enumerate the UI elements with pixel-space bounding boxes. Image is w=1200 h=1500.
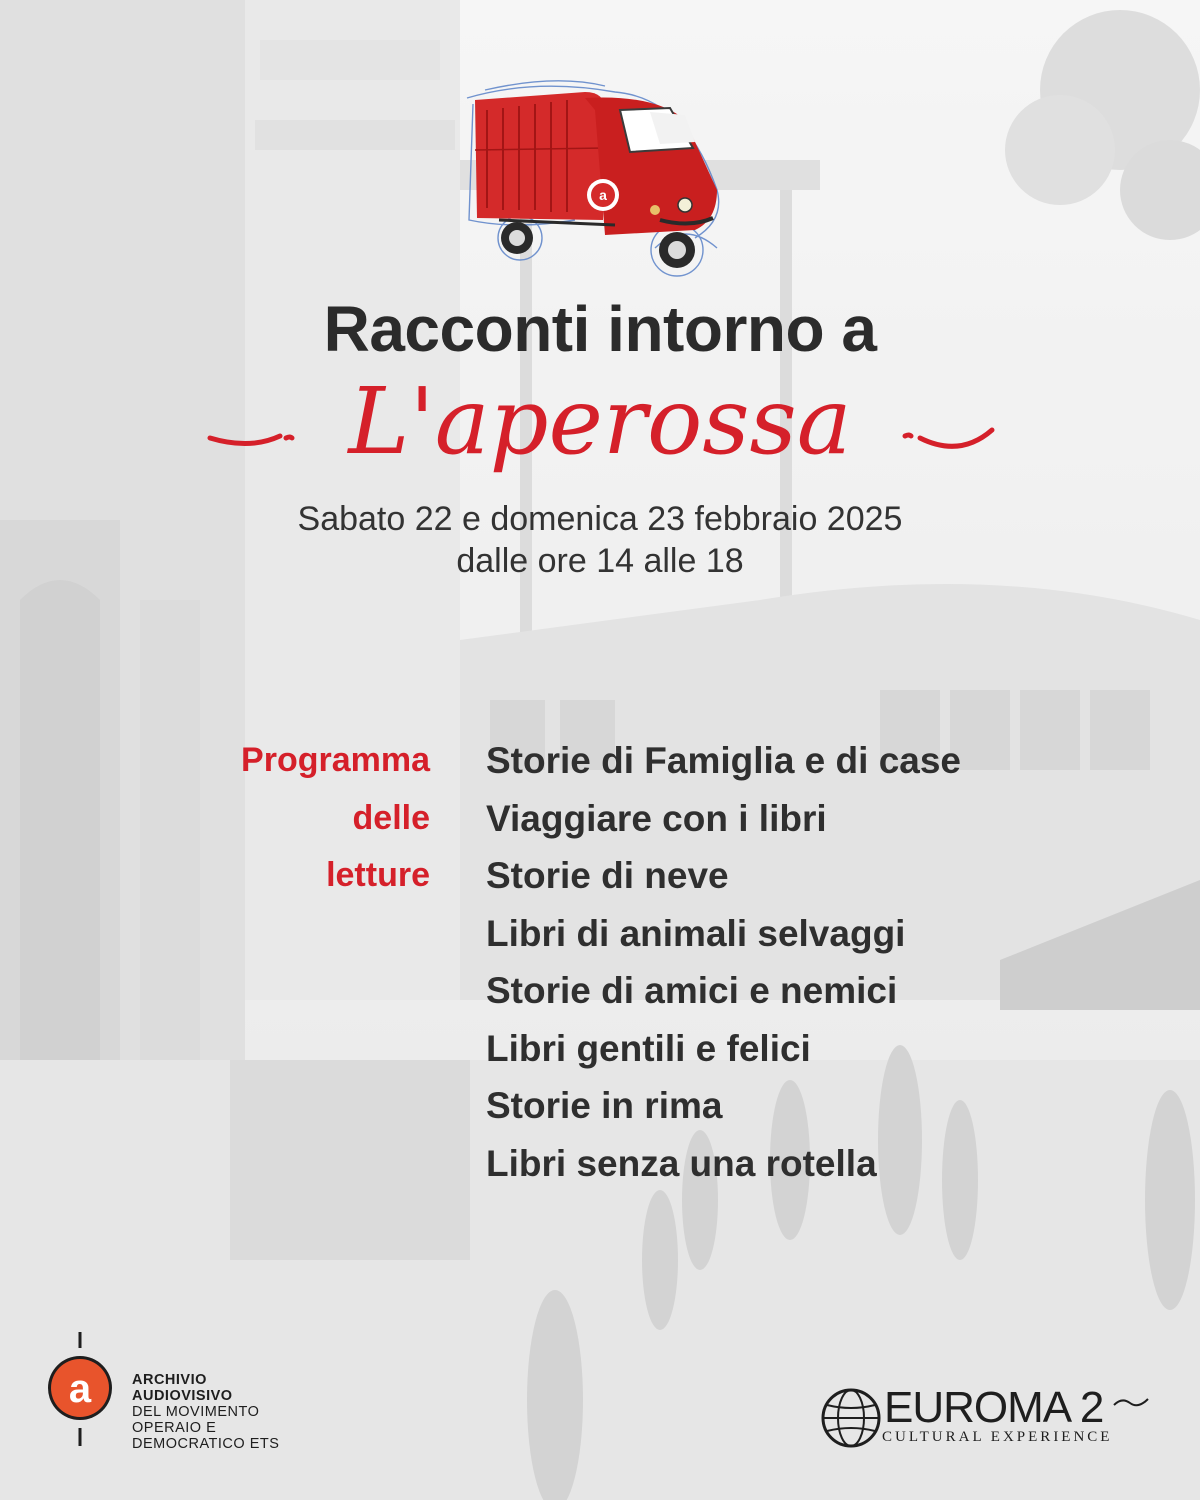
euroma2-name: EUROMA 2 (884, 1383, 1104, 1432)
archivio-logo (40, 1330, 340, 1450)
event-date-days: Sabato 22 e domenica 23 febbraio 2025 (297, 500, 903, 538)
program-item: Viaggiare con i libri (486, 797, 827, 839)
program-item: Libri gentili e felici (486, 1027, 811, 1069)
org-line: DEMOCRATICO ETS (132, 1436, 280, 1452)
program-item: Libri di animali selvaggi (486, 912, 906, 954)
ape-van-illustration (455, 70, 735, 285)
program-label-line: Programma (241, 741, 430, 779)
brand-script-title (0, 378, 1200, 488)
program-item: Storie in rima (486, 1085, 723, 1126)
svg-text:a: a (599, 187, 607, 203)
program-item: Storie di Famiglia e di case (486, 740, 962, 781)
org-line: OPERAIO E (132, 1420, 217, 1436)
program-label (150, 732, 430, 905)
org-line: DEL MOVIMENTO (132, 1404, 260, 1420)
program-item: Storie di amici e nemici (486, 970, 898, 1011)
brand-script-text: L'aperossa (348, 378, 852, 475)
program-list (486, 732, 961, 1192)
archivio-a-logo-icon (40, 1330, 130, 1450)
event-date-hours: dalle ore 14 alle 18 (456, 542, 744, 580)
poster-title: Racconti intorno a (323, 293, 877, 365)
event-date (0, 498, 1200, 582)
program-item: Storie di neve (486, 855, 729, 896)
org-line: AUDIOVISIVO (132, 1388, 233, 1404)
org-line: ARCHIVIO (132, 1372, 207, 1388)
archivio-org-name (132, 1372, 279, 1452)
program-label-line: delle (352, 798, 430, 837)
program-label-line: letture (326, 856, 430, 894)
globe-logo-icon (820, 1387, 882, 1449)
archivio-logo-letter: a (68, 1367, 92, 1411)
wave-icon (1112, 1395, 1152, 1409)
euroma2-logo (820, 1385, 1150, 1455)
euroma2-subtitle: CULTURAL EXPERIENCE (882, 1429, 1113, 1445)
program-item: Libri senza una rotella (486, 1142, 877, 1184)
